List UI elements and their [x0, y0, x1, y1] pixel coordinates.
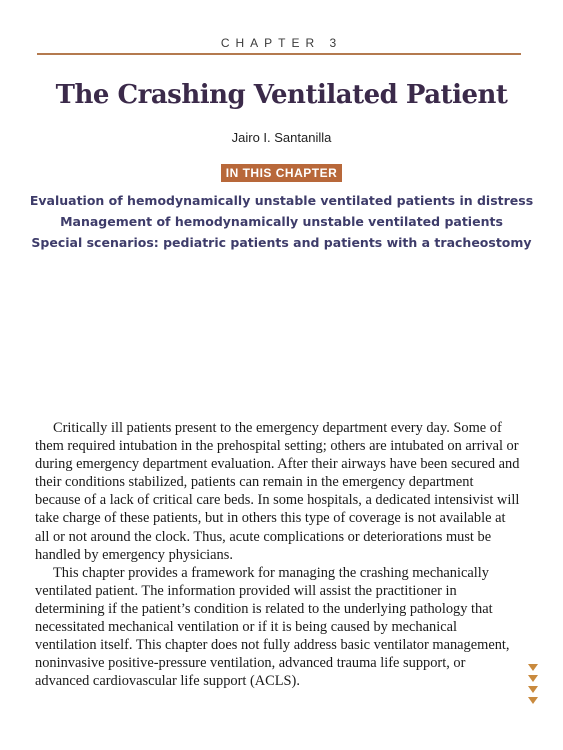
- objective-item: Special scenarios: pediatric patients and patients with a tracheostomy: [31, 235, 532, 250]
- chapter-objectives: [0, 190, 563, 253]
- objective-item: Evaluation of hemodynamically unstable ventilated patients in distress: [29, 193, 534, 208]
- in-this-chapter-wrapper: [0, 164, 563, 182]
- chevron-down-icon: [528, 686, 538, 693]
- objective-item: Management of hemodynamically unstable ventilated patients: [60, 214, 503, 229]
- chevron-down-icon: [528, 675, 538, 682]
- chevron-down-icon: [528, 664, 538, 671]
- author-name: Jairo I. Santanilla: [231, 130, 332, 145]
- body-paragraph: Critically ill patients present to the emergency department every day. Some of them required intubation in the prehospital setting; others are intubated on arrival or during emergency department evaluation. After their airways have been secured and their conditions stabilized, patients can remain in the emergency department because of a lack of critical care beds. In some hospitals, a dedicated intensivist will take charge of these patients, but in others this type of coverage is not available at all or not around the clock. Thus, acute complications or deteriorations must be handled by emergency physicians.: [35, 420, 520, 563]
- in-this-chapter-badge: IN THIS CHAPTER: [221, 164, 343, 182]
- page-title: The Crashing Ventilated Patient: [55, 80, 508, 110]
- chapter-label: CHAPTER 3: [220, 36, 343, 50]
- chevron-down-icon: [528, 697, 538, 704]
- continue-marker: [526, 664, 542, 708]
- chapter-divider: [37, 53, 521, 55]
- body-paragraph: This chapter provides a framework for managing the crashing mechanically ventilated patient. The information provided will assist the practitioner in determining if the patient’s condition is related to the underlying pathology that necessitated mechanical ventilation or if it is being caused by mechanical ventilation itself. This chapter does not fully address basic ventilator management, noninvasive positive-pressure ventilation, advanced trauma life support, or advanced cardiovascular life support (ACLS).: [35, 564, 510, 690]
- body-text: [35, 419, 520, 690]
